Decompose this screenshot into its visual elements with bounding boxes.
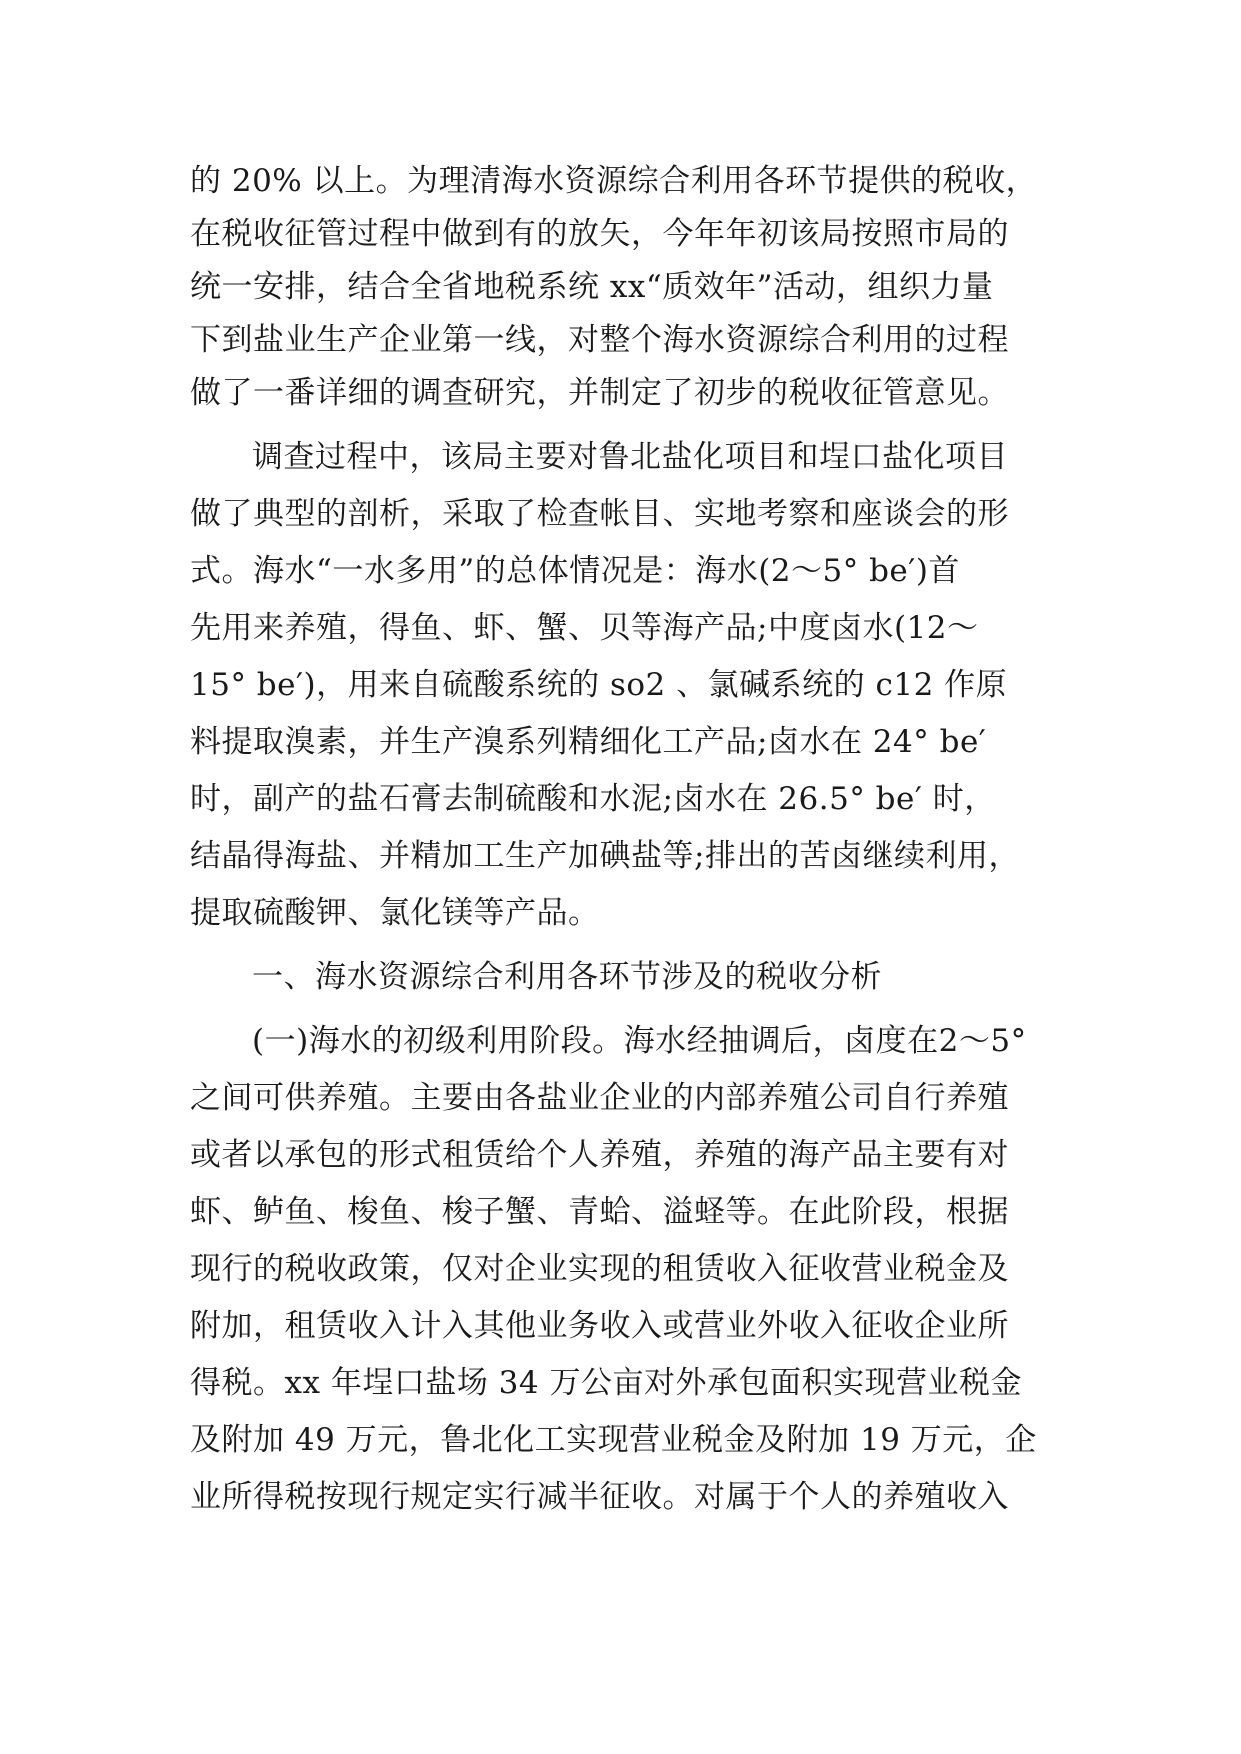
text-line: 时，副产的盐石膏去制硫酸和水泥;卤水在 26.5° be′ 时， — [190, 781, 996, 817]
text-line: 或者以承包的形式租赁给个人养殖，养殖的海产品主要有对 — [190, 1137, 1009, 1173]
text-line: 统一安排，结合全省地税系统 xx“质效年”活动，组织力量 — [190, 269, 994, 305]
text-line: 及附加 49 万元，鲁北化工实现营业税金及附加 19 万元，企 — [190, 1422, 1037, 1458]
section-heading: 一、海水资源综合利用各环节涉及的税收分析 — [252, 959, 882, 995]
text-line: 业所得税按现行规定实行减半征收。对属于个人的养殖收入 — [190, 1479, 1009, 1515]
text-line: 附加，租赁收入计入其他业务收入或营业外收入征收企业所 — [190, 1308, 1009, 1344]
text-line: 在税收征管过程中做到有的放矢，今年年初该局按照市局的 — [190, 216, 1009, 252]
text-line: 15° be′)，用来自硫酸系统的 so2 、氯碱系统的 c12 作原 — [190, 667, 1008, 703]
text-line: 虾、鲈鱼、梭鱼、梭子蟹、青蛤、溢蛏等。在此阶段，根据 — [190, 1194, 1009, 1230]
text-line: 提取硫酸钾、氯化镁等产品。 — [190, 895, 600, 931]
text-line: 做了典型的剖析，采取了检查帐目、实地考察和座谈会的形 — [190, 496, 1009, 532]
paragraph-first-line: 调查过程中，该局主要对鲁北盐化项目和埕口盐化项目 — [252, 439, 1008, 475]
text-line: 之间可供养殖。主要由各盐业企业的内部养殖公司自行养殖 — [190, 1080, 1009, 1116]
text-line: 现行的税收政策，仅对企业实现的租赁收入征收营业税金及 — [190, 1251, 1009, 1287]
text-line: 得税。xx 年埕口盐场 34 万公亩对外承包面积实现营业税金 — [190, 1365, 1022, 1401]
text-line: 式。海水“一水多用”的总体情况是：海水(2～5° be′)首 — [190, 553, 960, 589]
text-line: 料提取溴素，并生产溴系列精细化工产品;卤水在 24° be′ — [190, 724, 987, 760]
text-line: 做了一番详细的调查研究，并制定了初步的税收征管意见。 — [190, 375, 1009, 411]
text-line: 下到盐业生产企业第一线，对整个海水资源综合利用的过程 — [190, 322, 1009, 358]
text-line: 的 20% 以上。为理清海水资源综合利用各环节提供的税收， — [190, 163, 1038, 199]
paragraph-first-line: (一)海水的初级利用阶段。海水经抽调后，卤度在2～5° — [252, 1023, 1027, 1059]
text-line: 先用来养殖，得鱼、虾、蟹、贝等海产品;中度卤水(12～ — [190, 610, 979, 646]
text-line: 结晶得海盐、并精加工生产加碘盐等;排出的苦卤继续利用， — [190, 838, 1020, 874]
